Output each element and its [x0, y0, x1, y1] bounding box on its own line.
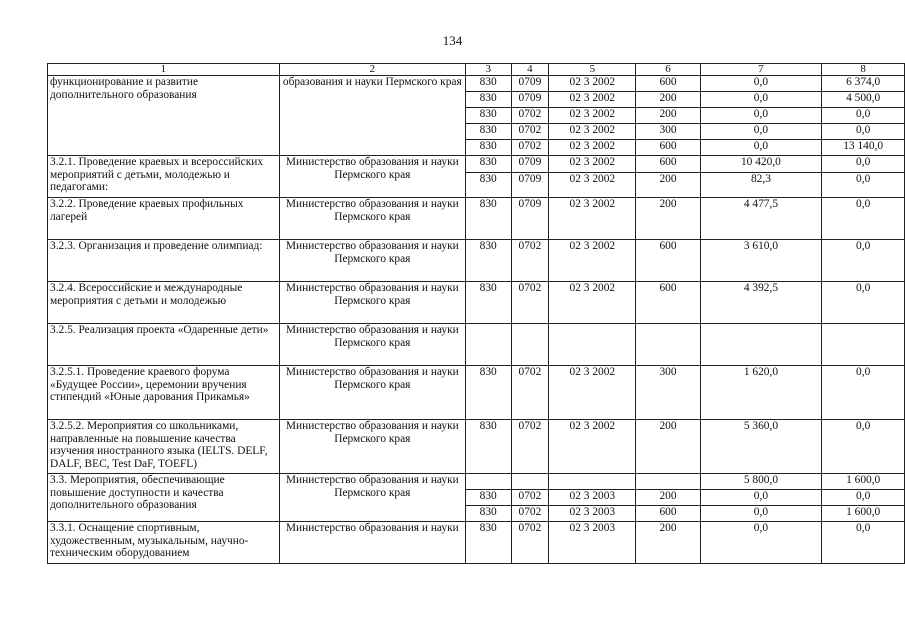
cell-code [465, 324, 511, 366]
table-row [48, 76, 905, 92]
cell-amount-7: 4 392,5 [700, 282, 822, 324]
table-row [48, 522, 905, 564]
cell-amount-8: 0,0 [822, 173, 905, 198]
cell-amount-7: 0,0 [700, 124, 822, 140]
ministry-cell: Министерство образования и науки Пермского края [279, 240, 465, 282]
cell-type: 600 [636, 240, 700, 282]
col-header: 2 [279, 64, 465, 76]
cell-type: 600 [636, 140, 700, 156]
cell-section: 0702 [511, 282, 549, 324]
cell-type: 300 [636, 366, 700, 420]
activity-name: 3.2.3. Организация и проведение олимпиад: [48, 240, 280, 282]
activity-name: 3.2.5.2. Мероприятия со школьниками, направленные на повышение качества изучения иностранного языка (IELTS. DELF, DALF, BEC, Test DaF, TOEFL) [48, 420, 280, 474]
cell-amount-7: 4 477,5 [700, 198, 822, 240]
ministry-cell: Министерство образования и науки Пермского края [279, 156, 465, 198]
cell-section: 0709 [511, 76, 549, 92]
cell-section: 0709 [511, 92, 549, 108]
cell-target: 02 3 2003 [549, 490, 636, 506]
page-number: 134 [442, 33, 463, 48]
ministry-cell: Министерство образования и науки Пермского края [279, 420, 465, 474]
cell-code: 830 [465, 76, 511, 92]
cell-amount-8: 0,0 [822, 366, 905, 420]
cell-code: 830 [465, 156, 511, 173]
cell-type: 600 [636, 156, 700, 173]
ministry-cell: Министерство образования и науки Пермского края [279, 198, 465, 240]
cell-target: 02 3 2003 [549, 506, 636, 522]
cell-target: 02 3 2002 [549, 108, 636, 124]
cell-section: 0709 [511, 173, 549, 198]
cell-type: 600 [636, 76, 700, 92]
table-row [48, 366, 905, 420]
table-row [48, 240, 905, 282]
table-row [48, 324, 905, 366]
cell-amount-7: 3 610,0 [700, 240, 822, 282]
activity-name: 3.2.5. Реализация проекта «Одаренные дети» [48, 324, 280, 366]
activity-name: 3.3.1. Оснащение спортивным, художественным, музыкальным, научно-техническим оборудованием [48, 522, 280, 564]
budget-table [47, 63, 905, 564]
cell-amount-8: 0,0 [822, 240, 905, 282]
cell-amount-7: 0,0 [700, 108, 822, 124]
ministry-cell: Министерство образования и науки Пермского края [279, 474, 465, 522]
cell-code: 830 [465, 522, 511, 564]
cell-amount-8: 4 500,0 [822, 92, 905, 108]
cell-type: 300 [636, 124, 700, 140]
cell-type [636, 324, 700, 366]
cell-type: 200 [636, 198, 700, 240]
cell-amount-7: 0,0 [700, 140, 822, 156]
cell-amount-7: 5 800,0 [700, 474, 822, 490]
cell-code: 830 [465, 366, 511, 420]
cell-amount-7: 0,0 [700, 522, 822, 564]
cell-amount-8: 0,0 [822, 108, 905, 124]
cell-amount-7: 82,3 [700, 173, 822, 198]
cell-code [465, 474, 511, 490]
cell-type: 200 [636, 173, 700, 198]
ministry-cell: образования и науки Пермского края [279, 76, 465, 156]
cell-amount-8: 0,0 [822, 124, 905, 140]
cell-amount-8: 0,0 [822, 490, 905, 506]
cell-target: 02 3 2002 [549, 140, 636, 156]
cell-type: 200 [636, 92, 700, 108]
ministry-cell: Министерство образования и науки [279, 522, 465, 564]
cell-amount-7: 0,0 [700, 76, 822, 92]
cell-code: 830 [465, 140, 511, 156]
cell-target: 02 3 2002 [549, 124, 636, 140]
cell-section: 0702 [511, 108, 549, 124]
cell-amount-8: 0,0 [822, 420, 905, 474]
table-row [48, 198, 905, 240]
cell-section: 0702 [511, 140, 549, 156]
col-header: 8 [822, 64, 905, 76]
col-header: 5 [549, 64, 636, 76]
cell-target [549, 324, 636, 366]
cell-target: 02 3 2002 [549, 92, 636, 108]
cell-type [636, 474, 700, 490]
cell-code: 830 [465, 92, 511, 108]
table-row [48, 474, 905, 490]
ministry-cell: Министерство образования и науки Пермского края [279, 324, 465, 366]
cell-section: 0702 [511, 490, 549, 506]
cell-amount-8: 1 600,0 [822, 506, 905, 522]
col-header: 3 [465, 64, 511, 76]
table-row [48, 420, 905, 474]
cell-target: 02 3 2002 [549, 198, 636, 240]
cell-target: 02 3 2002 [549, 366, 636, 420]
activity-name: 3.2.5.1. Проведение краевого форума «Будущее России», церемонии вручения стипендий «Юные дарования Прикамья» [48, 366, 280, 420]
activity-name: 3.2.4. Всероссийские и международные мероприятия с детьми и молодежью [48, 282, 280, 324]
table-row [48, 156, 905, 173]
activity-name: 3.3. Мероприятия, обеспечивающие повышение доступности и качества дополнительного образования [48, 474, 280, 522]
cell-code: 830 [465, 490, 511, 506]
cell-type: 200 [636, 490, 700, 506]
activity-name: функционирование и развитие дополнительного образования [48, 76, 280, 156]
cell-section: 0702 [511, 506, 549, 522]
cell-amount-7: 10 420,0 [700, 156, 822, 173]
cell-code: 830 [465, 173, 511, 198]
col-header: 7 [700, 64, 822, 76]
cell-target: 02 3 2002 [549, 282, 636, 324]
cell-target: 02 3 2003 [549, 522, 636, 564]
cell-code: 830 [465, 108, 511, 124]
cell-amount-7 [700, 324, 822, 366]
cell-section: 0709 [511, 198, 549, 240]
cell-section: 0702 [511, 240, 549, 282]
table-row [48, 282, 905, 324]
ministry-cell: Министерство образования и науки Пермского края [279, 282, 465, 324]
cell-code: 830 [465, 198, 511, 240]
cell-amount-8: 6 374,0 [822, 76, 905, 92]
cell-code: 830 [465, 420, 511, 474]
cell-type: 200 [636, 108, 700, 124]
cell-type: 200 [636, 420, 700, 474]
col-header: 6 [636, 64, 700, 76]
cell-section [511, 474, 549, 490]
cell-target: 02 3 2002 [549, 240, 636, 282]
cell-code: 830 [465, 506, 511, 522]
col-header: 4 [511, 64, 549, 76]
cell-amount-8: 0,0 [822, 522, 905, 564]
cell-section: 0702 [511, 124, 549, 140]
cell-amount-7: 1 620,0 [700, 366, 822, 420]
activity-name: 3.2.1. Проведение краевых и всероссийских мероприятий с детьми, молодежью и педагогами: [48, 156, 280, 198]
cell-section: 0709 [511, 156, 549, 173]
cell-amount-7: 0,0 [700, 490, 822, 506]
cell-amount-8: 1 600,0 [822, 474, 905, 490]
cell-type: 200 [636, 522, 700, 564]
cell-target: 02 3 2002 [549, 156, 636, 173]
cell-code: 830 [465, 282, 511, 324]
cell-code: 830 [465, 240, 511, 282]
ministry-cell: Министерство образования и науки Пермского края [279, 366, 465, 420]
cell-target: 02 3 2002 [549, 76, 636, 92]
cell-amount-8: 13 140,0 [822, 140, 905, 156]
cell-target: 02 3 2002 [549, 420, 636, 474]
cell-amount-7: 0,0 [700, 92, 822, 108]
cell-section: 0702 [511, 366, 549, 420]
col-header: 1 [48, 64, 280, 76]
cell-type: 600 [636, 282, 700, 324]
cell-amount-8: 0,0 [822, 156, 905, 173]
cell-target: 02 3 2002 [549, 173, 636, 198]
header-row [48, 64, 905, 76]
cell-section: 0702 [511, 522, 549, 564]
cell-amount-8: 0,0 [822, 198, 905, 240]
cell-amount-7: 0,0 [700, 506, 822, 522]
cell-amount-8 [822, 324, 905, 366]
cell-code: 830 [465, 124, 511, 140]
cell-amount-7: 5 360,0 [700, 420, 822, 474]
cell-section: 0702 [511, 420, 549, 474]
activity-name: 3.2.2. Проведение краевых профильных лагерей [48, 198, 280, 240]
cell-amount-8: 0,0 [822, 282, 905, 324]
cell-target [549, 474, 636, 490]
cell-type: 600 [636, 506, 700, 522]
cell-section [511, 324, 549, 366]
